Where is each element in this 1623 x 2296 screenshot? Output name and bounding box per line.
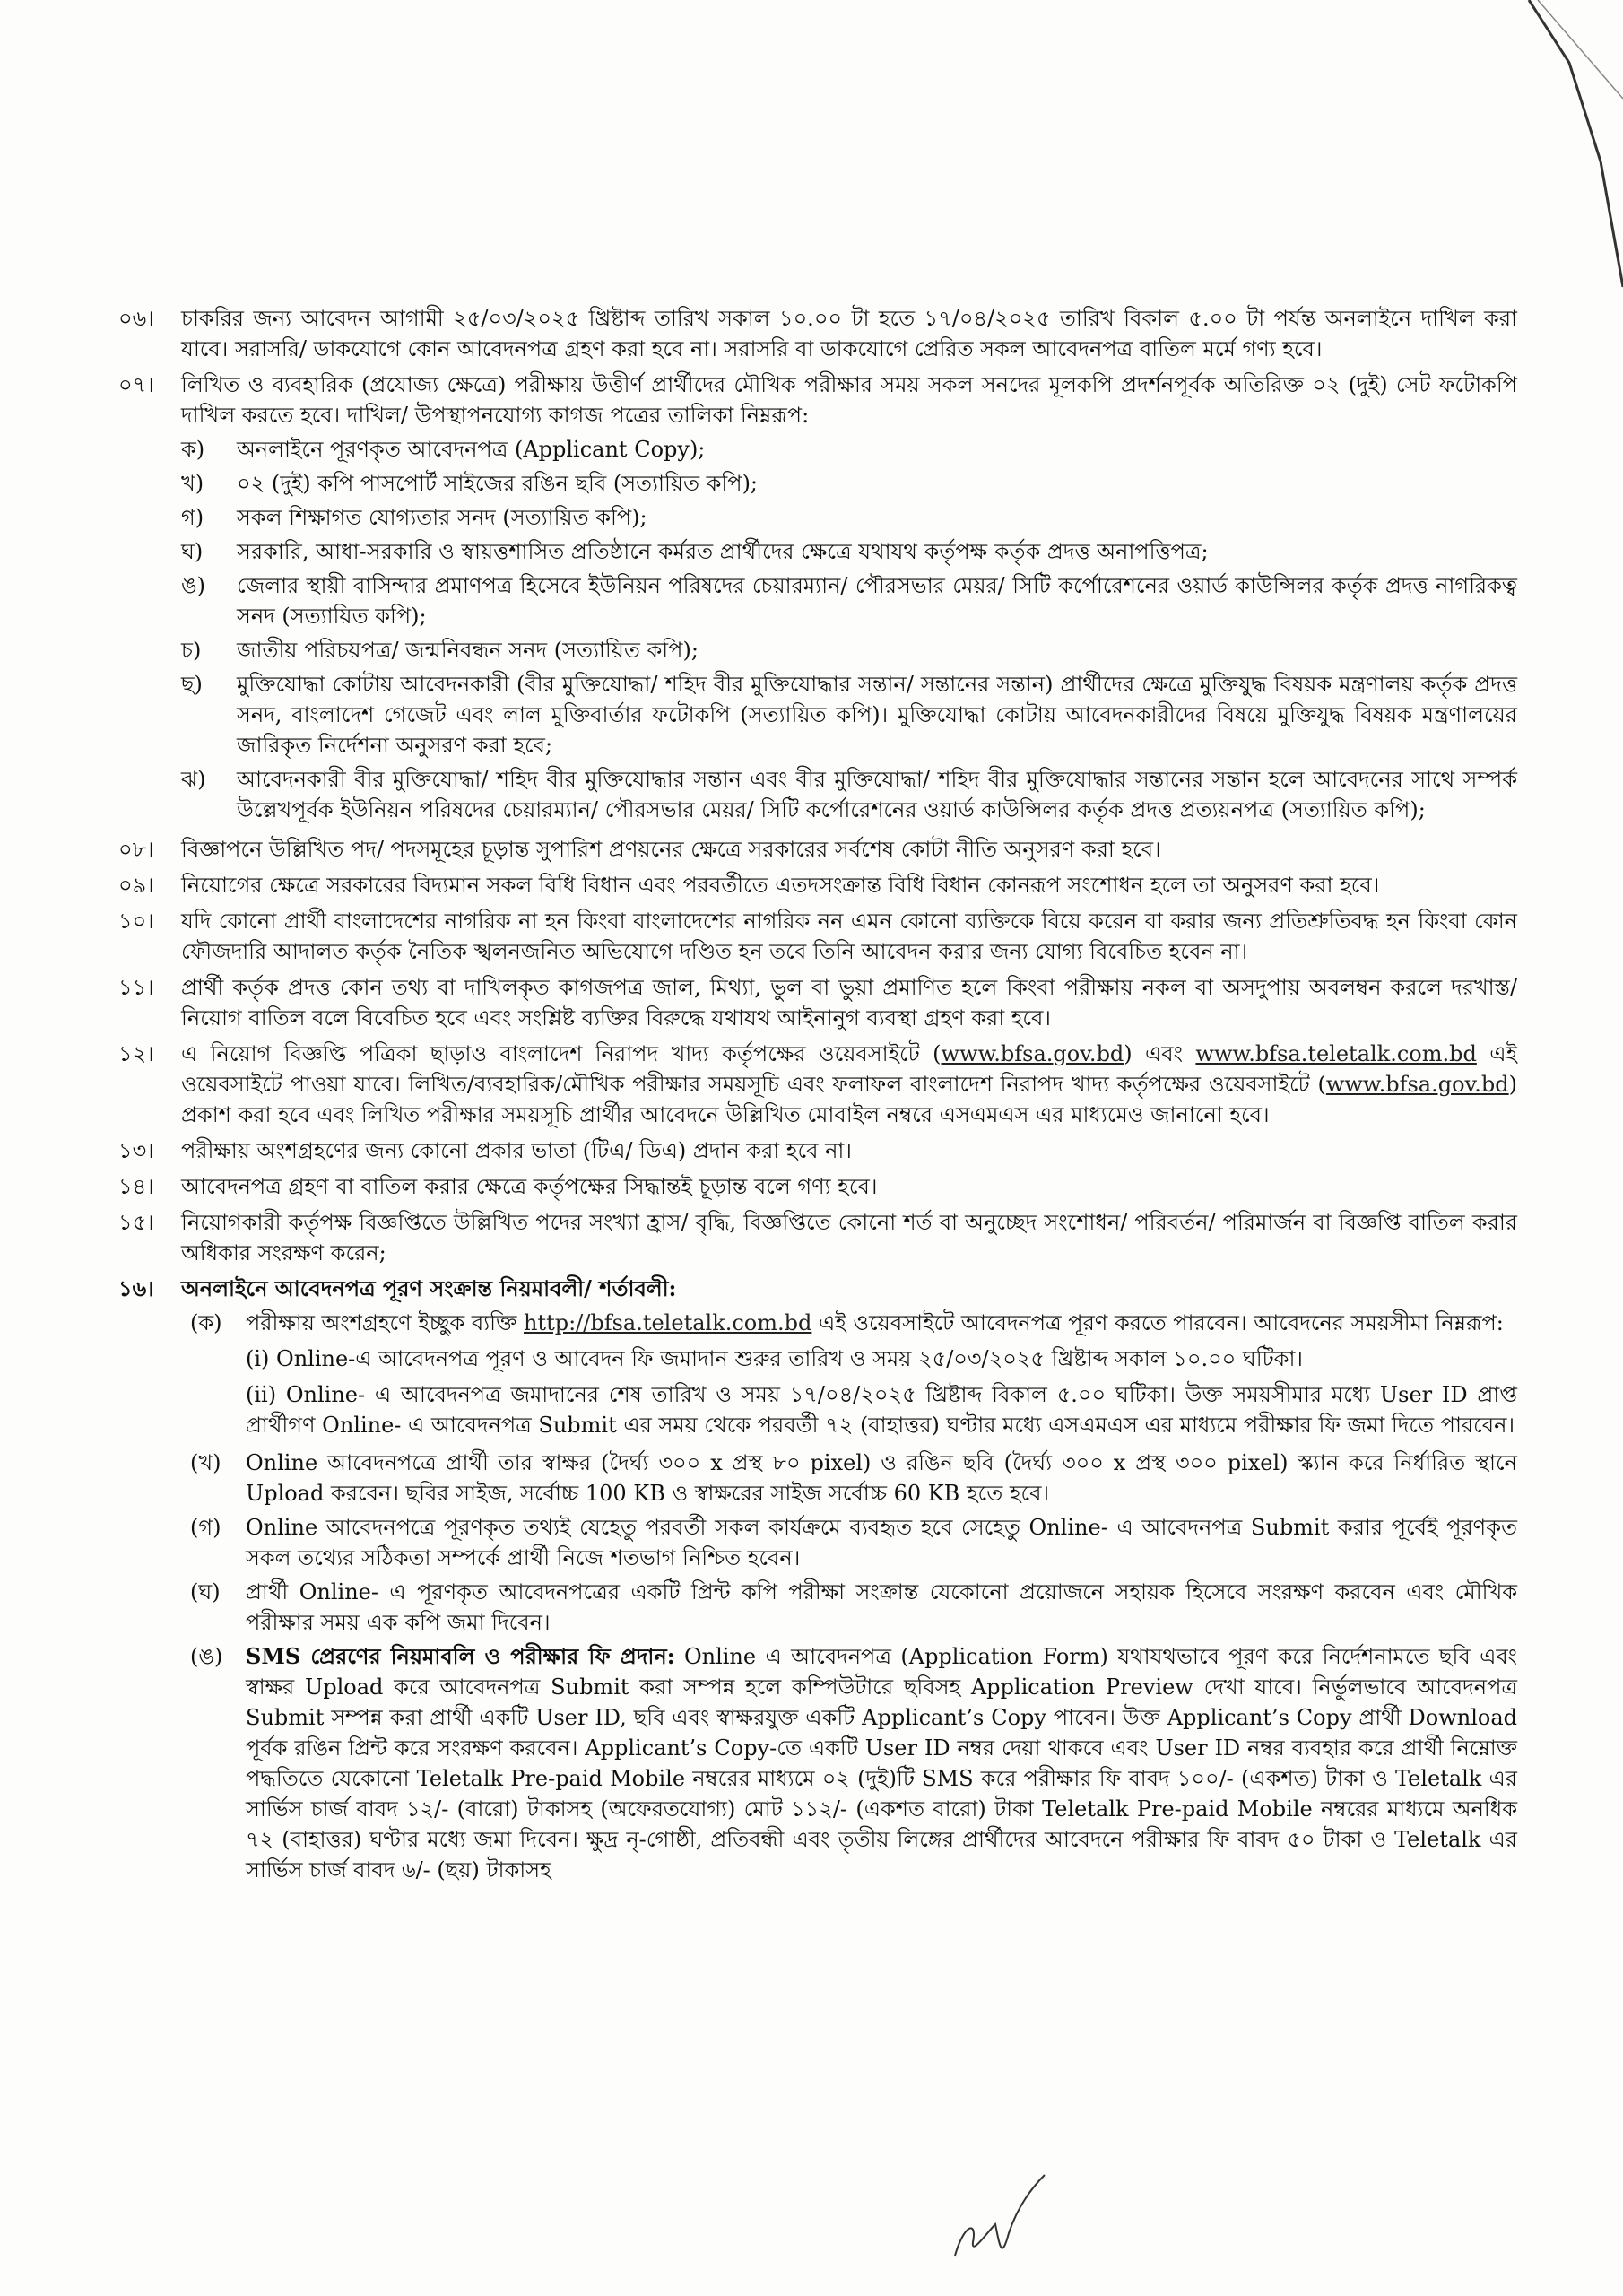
list-label: ঘ) [181, 539, 204, 564]
clause-number: ১৩। [118, 1138, 154, 1163]
page-fold-shadow [1515, 0, 1623, 305]
list-item [190, 1308, 1517, 1444]
timeline-end: (ii) Online- এ আবেদনপত্র জমাদানের শেষ তারিখ ও সময় ১৭/০৪/২০২৫ খ্রিষ্টাব্দ বিকাল ৫.০০ ঘটিকা। উক্ত সময়সীমার মধ্যে User ID প্রাপ্ত প্রার্থীগণ Online- এ আবেদনপত্র Submit এর সময় থেকে পরবর্তী ৭২ (বাহাত্তর) ঘণ্টার মধ্যে এসএমএস এর মাধ্যমে পরীক্ষার ফি জমা দিতে পারবেন। [246, 1382, 1517, 1438]
bfsa-website-link[interactable]: www.bfsa.gov.bd [1325, 1072, 1509, 1097]
clause-number: ১২। [118, 1041, 154, 1066]
list-text: Online আবেদনপত্রে প্রার্থী তার স্বাক্ষর (দৈর্ঘ্য ৩০০ x প্রস্থ ৮০ pixel) ও রঙিন ছবি (দৈর্ঘ্য ৩০০ x প্রস্থ ৩০০ pixel) স্ক্যান করে নির্ধারিত স্থানে Upload করবেন। ছবির সাইজ, সর্বোচ্চ 100 KB ও স্বাক্ষরের সাইজ সর্বোচ্চ 60 KB হতে হবে। [246, 1450, 1517, 1506]
list-item [190, 1512, 1517, 1573]
clause-11 [118, 972, 1517, 1033]
timeline-start: (i) Online-এ আবেদনপত্র পূরণ ও আবেদন ফি জমাদান শুরুর তারিখ ও সময় ২৫/০৩/২০২৫ খ্রিষ্টাব্দ সকাল ১০.০০ ঘটিকা। [246, 1346, 1304, 1371]
list-label: (খ) [190, 1450, 221, 1475]
list-text: ০২ (দুই) কপি পাসপোর্ট সাইজের রঙিন ছবি (সত্যায়িত কপি); [237, 471, 759, 496]
list-label: ছ) [181, 672, 203, 697]
document-body [118, 303, 1517, 1894]
list-item [181, 764, 1517, 825]
clause-number: ০৭। [118, 372, 154, 397]
list-label: চ) [181, 638, 202, 663]
list-text: সরকারি, আধা-সরকারি ও স্বায়ত্তশাসিত প্রতিষ্ঠানে কর্মরত প্রার্থীদের ক্ষেত্রে যথাযথ কর্তৃপক্ষ কর্তৃক প্রদত্ত অনাপত্তিপত্র; [237, 539, 1209, 564]
clause-07 [118, 370, 1517, 829]
clause-number: ০৯। [118, 873, 154, 898]
sms-heading: SMS প্রেরণের নিয়মাবলি ও পরীক্ষার ফি প্রদান: [246, 1643, 675, 1669]
list-label: গ) [181, 505, 204, 530]
section-heading: অনলাইনে আবেদনপত্র পূরণ সংক্রান্ত নিয়মাবলী/ শর্তাবলী: [181, 1275, 677, 1301]
list-label: ঝ) [181, 767, 206, 792]
clause-text: এ নিয়োগ বিজ্ঞপ্তি পত্রিকা ছাড়াও বাংলাদেশ নিরাপদ খাদ্য কর্তৃপক্ষের ওয়েবসাইটে (www.bfsa.gov.bd) এবং www.bfsa.teletalk.com.bd এই ওয়েবসাইটে পাওয়া যাবে। লিখিত/ব্যবহারিক/মৌখিক পরীক্ষার সময়সূচি এবং ফলাফল বাংলাদেশ নিরাপদ খাদ্য কর্তৃপক্ষের ওয়েবসাইটে (www.bfsa.gov.bd) প্রকাশ করা হবে এবং লিখিত পরীক্ষার সময়সূচি প্রার্থীর আবেদনে উল্লিখিত মোবাইল নম্বরে এসএমএস এর মাধ্যমেও জানানো হবে। [181, 1041, 1517, 1127]
clause-10 [118, 906, 1517, 967]
clause-text: যদি কোনো প্রার্থী বাংলাদেশের নাগরিক না হন কিংবা বাংলাদেশের নাগরিক নন এমন কোনো ব্যক্তিকে বিয়ে করেন বা করার জন্য প্রতিশ্রুতিবদ্ধ হন কিংবা কোন ফৌজদারি আদালত কর্তৃক নৈতিক স্খলনজনিত অভিযোগে দণ্ডিত হন তবে তিনি আবেদন করার জন্য যোগ্য বিবেচিত হবেন না। [181, 909, 1517, 964]
list-item [190, 1577, 1517, 1638]
clause-text: চাকরির জন্য আবেদন আগামী ২৫/০৩/২০২৫ খ্রিষ্টাব্দ তারিখ সকাল ১০.০০ টা হতে ১৭/০৪/২০২৫ তারিখ বিকাল ৫.০০ টা পর্যন্ত অনলাইনে দাখিল করা যাবে। সরাসরি/ ডাকযোগে কোন আবেদনপত্র গ্রহণ করা হবে না। সরাসরি বা ডাকযোগে প্রেরিত সকল আবেদনপত্র বাতিল মর্মে গণ্য হবে। [181, 306, 1517, 361]
list-label: খ) [181, 471, 204, 496]
clause-text: বিজ্ঞাপনে উল্লিখিত পদ/ পদসমূহের চূড়ান্ত সুপারিশ প্রণয়নের ক্ষেত্রে সরকারের সর্বশেষ কোটা নীতি অনুসরণ করা হবে। [181, 837, 1161, 862]
clause-text: নিয়োগের ক্ষেত্রে সরকারের বিদ্যমান সকল বিধি বিধান এবং পরবর্তীতে এতদসংক্রান্ত বিধি বিধান কোনরূপ সংশোধন হলে তা অনুসরণ করা হবে। [181, 873, 1380, 898]
list-text: আবেদনকারী বীর মুক্তিযোদ্ধা/ শহিদ বীর মুক্তিযোদ্ধার সন্তান এবং বীর মুক্তিযোদ্ধা/ শহিদ বীর মুক্তিযোদ্ধার সন্তানের সন্তান হলে আবেদনের সাথে সম্পর্ক উল্লেখপূর্বক ইউনিয়ন পরিষদের চেয়ারম্যান/ পৌরসভার মেয়র/ সিটি কর্পোরেশনের ওয়ার্ড কাউন্সিলর কর্তৃক প্রদত্ত প্রত্যয়নপত্র (সত্যায়িত কপি); [237, 767, 1517, 822]
list-label: ক) [181, 437, 205, 462]
list-text: মুক্তিযোদ্ধা কোটায় আবেদনকারী (বীর মুক্তিযোদ্ধা/ শহিদ বীর মুক্তিযোদ্ধার সন্তান/ সন্তানের সন্তান) প্রার্থীদের ক্ষেত্রে মুক্তিযুদ্ধ বিষয়ক মন্ত্রণালয় কর্তৃক প্রদত্ত সনদ, বাংলাদেশ গেজেট এবং লাল মুক্তিবার্তার ফটোকপি (সত্যায়িত কপি)। মুক্তিযোদ্ধা কোটায় আবেদনকারীদের বিষয়ে মুক্তিযুদ্ধ বিষয়ক মন্ত্রণালয়ের জারিকৃত নির্দেশনা অনুসরণ করা হবে; [237, 672, 1517, 758]
clause-text: নিয়োগকারী কর্তৃপক্ষ বিজ্ঞপ্তিতে উল্লিখিত পদের সংখ্যা হ্রাস/ বৃদ্ধি, বিজ্ঞপ্তিতে কোনো শর্ত বা অনুচ্ছেদ সংশোধন/ পরিবর্তন/ পরিমার্জন বা বিজ্ঞপ্তি বাতিল করার অধিকার সংরক্ষণ করেন; [181, 1210, 1517, 1265]
list-label: ঙ) [181, 573, 205, 598]
signature-mark [946, 2170, 1054, 2269]
clause-09 [118, 870, 1517, 900]
list-text: অনলাইনে পূরণকৃত আবেদনপত্র (Applicant Copy); [237, 437, 706, 462]
list-text: পরীক্ষায় অংশগ্রহণে ইচ্ছুক ব্যক্তি http://bfsa.teletalk.com.bd এই ওয়েবসাইটে আবেদনপত্র পূরণ করতে পারবেন। আবেদনের সময়সীমা নিম্নরূপ: [246, 1310, 1504, 1335]
clause-text: পরীক্ষায় অংশগ্রহণের জন্য কোনো প্রকার ভাতা (টিএ/ ডিএ) প্রদান করা হবে না। [181, 1138, 852, 1163]
list-item [181, 468, 1517, 499]
list-text: SMS প্রেরণের নিয়মাবলি ও পরীক্ষার ফি প্রদান: Online এ আবেদনপত্র (Application Form) যথাযথভাবে পূরণ করে নির্দেশনামতে ছবি এবং স্বাক্ষর Upload করে আবেদনপত্র Submit করা সম্পন্ন হলে কম্পিউটারে ছবিসহ Application Preview দেখা যাবে। নির্ভুলভাবে আবেদনপত্র Submit সম্পন্ন করা প্রার্থী একটি User ID, ছবি এবং স্বাক্ষরযুক্ত একটি Applicant’s Copy পাবেন। উক্ত Applicant’s Copy প্রার্থী Download পূর্বক রঙিন প্রিন্ট করে সংরক্ষণ করবেন। Applicant’s Copy-তে একটি User ID নম্বর দেয়া থাকবে এবং User ID নম্বর ব্যবহার করে প্রার্থী নিম্নোক্ত পদ্ধতিতে যেকোনো Teletalk Pre-paid Mobile নম্বরের মাধ্যমে ০২ (দুই)টি SMS করে পরীক্ষার ফি বাবদ ১০০/- (একশত) টাকা ও Teletalk এর সার্ভিস চার্জ বাবদ ১২/- (বারো) টাকাসহ (অফেরতযোগ্য) মোট ১১২/- (একশত বারো) টাকা Teletalk Pre-paid Mobile নম্বরের মাধ্যমে অনধিক ৭২ (বাহাত্তর) ঘণ্টার মধ্যে জমা দিবেন। ক্ষুদ্র নৃ-গোষ্ঠী, প্রতিবন্ধী এবং তৃতীয় লিঙ্গের প্রার্থীদের আবেদনে পরীক্ষার ফি বাবদ ৫০ টাকা ও Teletalk এর সার্ভিস চার্জ বাবদ ৬/- (ছয়) টাকাসহ [246, 1643, 1518, 1883]
list-item [190, 1641, 1517, 1885]
clause-text: আবেদনপত্র গ্রহণ বা বাতিল করার ক্ষেত্রে কর্তৃপক্ষের সিদ্ধান্তই চূড়ান্ত বলে গণ্য হবে। [181, 1174, 878, 1199]
list-item [181, 570, 1517, 631]
list-item [181, 434, 1517, 465]
clause-14 [118, 1171, 1517, 1202]
list-item [181, 502, 1517, 533]
teletalk-application-link[interactable]: http://bfsa.teletalk.com.bd [523, 1310, 812, 1335]
clause-number: ১০। [118, 909, 154, 934]
list-item [181, 669, 1517, 761]
clause-number: ০৮। [118, 837, 154, 862]
clause-number: ১১। [118, 975, 154, 1000]
clause-text: লিখিত ও ব্যবহারিক (প্রযোজ্য ক্ষেত্রে) পরীক্ষায় উত্তীর্ণ প্রার্থীদের মৌখিক পরীক্ষার সময় সকল সনদের মূলকপি প্রদর্শনপূর্বক অতিরিক্ত ০২ (দুই) সেট ফটোকপি দাখিল করতে হবে। দাখিল/ উপস্থাপনযোগ্য কাগজ পত্রের তালিকা নিম্নরূপ: [181, 372, 1517, 428]
list-label: (ঙ) [190, 1644, 223, 1669]
list-item [190, 1448, 1517, 1509]
clause-06 [118, 303, 1517, 364]
clause-08 [118, 834, 1517, 865]
clause-13 [118, 1135, 1517, 1166]
clause-number: ১৬। [118, 1275, 154, 1301]
teletalk-website-link[interactable]: www.bfsa.teletalk.com.bd [1195, 1041, 1477, 1066]
list-text: জেলার স্থায়ী বাসিন্দার প্রমাণপত্র হিসেবে ইউনিয়ন পরিষদের চেয়ারম্যান/ পৌরসভার মেয়র/ সিটি কর্পোরেশনের ওয়ার্ড কাউন্সিলর কর্তৃক প্রদত্ত নাগরিকত্ব সনদ (সত্যায়িত কপি); [237, 573, 1517, 629]
list-text: প্রার্থী Online- এ পূরণকৃত আবেদনপত্রের একটি প্রিন্ট কপি পরীক্ষা সংক্রান্ত যেকোনো প্রয়োজনে সহায়ক হিসেবে সংরক্ষণ করবেন এবং মৌখিক পরীক্ষার সময় এক কপি জমা দিবেন। [246, 1579, 1517, 1635]
list-item [181, 536, 1517, 567]
clause-16 [118, 1274, 1517, 1889]
list-item [181, 635, 1517, 665]
list-text: সকল শিক্ষাগত যোগ্যতার সনদ (সত্যায়িত কপি); [237, 505, 647, 530]
list-text: জাতীয় পরিচয়পত্র/ জন্মনিবন্ধন সনদ (সত্যায়িত কপি); [237, 638, 699, 663]
clause-number: ১৪। [118, 1174, 154, 1199]
bfsa-website-link[interactable]: www.bfsa.gov.bd [941, 1041, 1124, 1066]
clause-number: ০৬। [118, 306, 154, 331]
clause-15 [118, 1207, 1517, 1268]
list-label: (ক) [190, 1310, 222, 1335]
list-label: (গ) [190, 1515, 221, 1540]
clause-text: প্রার্থী কর্তৃক প্রদত্ত কোন তথ্য বা দাখিলকৃত কাগজপত্র জাল, মিথ্যা, ভুল বা ভুয়া প্রমাণিত হলে কিংবা পরীক্ষায় নকল বা অসদুপায় অবলম্বন করলে দরখাস্ত/ নিয়োগ বাতিল বলে বিবেচিত হবে এবং সংশ্লিষ্ট ব্যক্তির বিরুদ্ধে যথাযথ আইনানুগ ব্যবস্থা গ্রহণ করা হবে। [181, 975, 1517, 1031]
clause-number: ১৫। [118, 1210, 154, 1235]
list-text: Online আবেদনপত্রে পূরণকৃত তথ্যই যেহেতু পরবর্তী সকল কার্যক্রমে ব্যবহৃত হবে সেহেতু Online- এ আবেদনপত্র Submit করার পূর্বেই পূরণকৃত সকল তথ্যের সঠিকতা সম্পর্কে প্রার্থী নিজে শতভাগ নিশ্চিত হবেন। [246, 1515, 1517, 1570]
document-list [181, 434, 1517, 825]
list-label: (ঘ) [190, 1579, 221, 1605]
clause-12 [118, 1039, 1517, 1130]
